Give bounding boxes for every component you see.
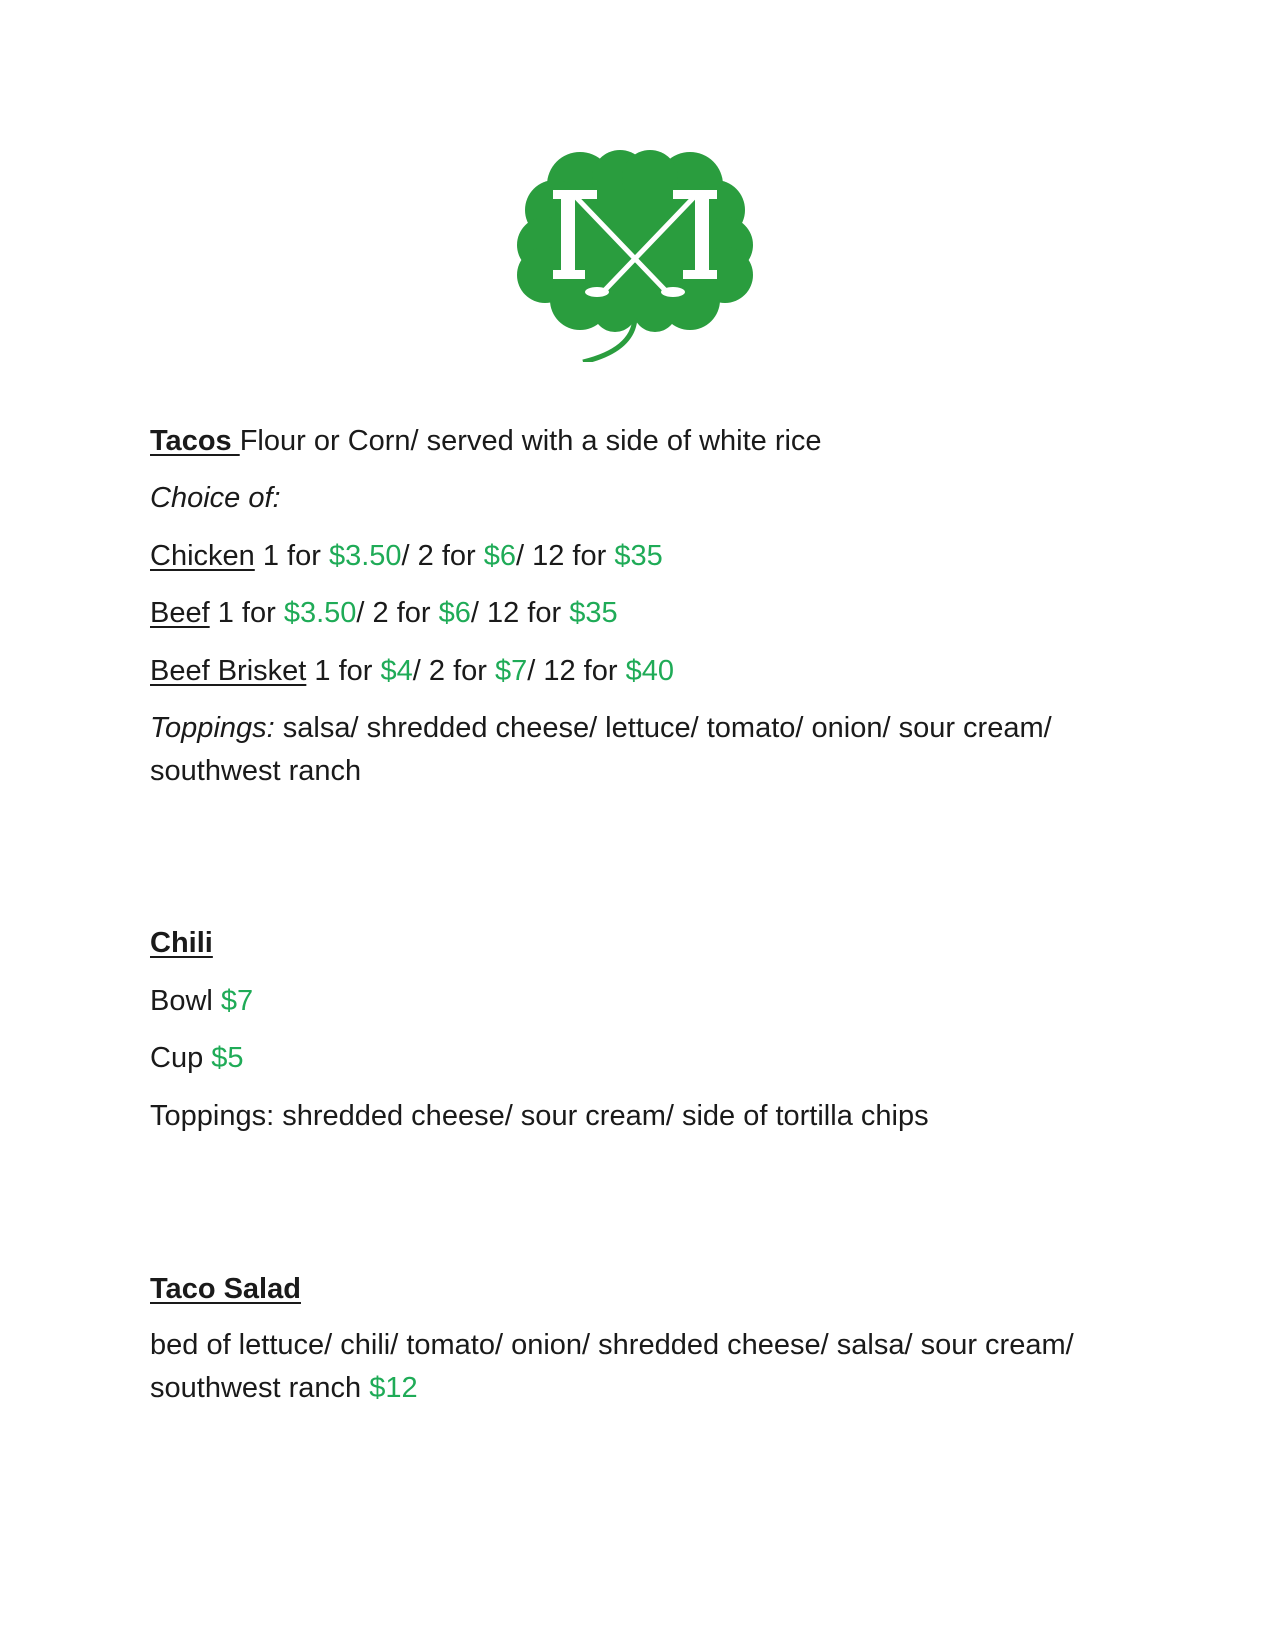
- chili-title: Chili: [150, 927, 213, 959]
- taco-item-text: / 12 for: [515, 540, 615, 572]
- price: $5: [211, 1042, 244, 1074]
- taco-item-beef: [150, 592, 618, 634]
- price: $3.50: [283, 597, 357, 629]
- price: $12: [369, 1372, 418, 1404]
- chili-cup-label: Cup: [150, 1042, 212, 1074]
- taco-item-text: / 12 for: [527, 655, 626, 687]
- toppings-list: salsa/ shredded cheese/ lettuce/ tomato/ onion/ sour cream/ southwest ranch: [150, 712, 1052, 787]
- taco-item-name: Beef Brisket: [150, 655, 307, 687]
- taco-item-chicken: [150, 535, 663, 577]
- price: $4: [380, 655, 413, 687]
- taco-item-text: 1 for: [306, 655, 381, 687]
- chili-cup: [150, 1037, 244, 1079]
- chili-toppings: Toppings: shredded cheese/ sour cream/ side of tortilla chips: [150, 1100, 929, 1132]
- taco-item-beef-brisket: [150, 650, 674, 692]
- price: $40: [625, 655, 674, 687]
- tacos-title: Tacos: [150, 425, 240, 457]
- price: $7: [494, 655, 528, 687]
- shamrock-logo: [515, 150, 755, 362]
- choice-label: Choice of:: [150, 482, 281, 514]
- price: $6: [438, 597, 471, 629]
- taco-item-text: 1 for: [209, 597, 284, 629]
- toppings-label: Toppings:: [150, 712, 275, 744]
- taco-salad-title: Taco Salad: [150, 1273, 301, 1305]
- chili-bowl-label: Bowl: [150, 985, 221, 1017]
- price: $35: [614, 540, 663, 572]
- taco-item-text: 1 for: [254, 540, 329, 572]
- tacos-toppings: [150, 707, 1130, 793]
- price: $6: [483, 540, 516, 572]
- tacos-heading-line: [150, 420, 822, 462]
- chili-bowl: [150, 980, 253, 1022]
- taco-salad-text: bed of lettuce/ chili/ tomato/ onion/ shredded cheese/ salsa/ sour cream/ southwest ranch: [150, 1329, 1074, 1404]
- taco-item-text: / 12 for: [470, 597, 570, 629]
- taco-item-name: Beef: [150, 597, 210, 629]
- shamrock-icon: [515, 150, 755, 362]
- price: $35: [569, 597, 618, 629]
- taco-item-text: / 2 for: [412, 655, 495, 687]
- taco-item-text: / 2 for: [401, 540, 484, 572]
- taco-item-text: / 2 for: [356, 597, 439, 629]
- price: $7: [220, 985, 254, 1017]
- taco-salad-description: [150, 1324, 1130, 1410]
- taco-item-name: Chicken: [150, 540, 255, 572]
- price: $3.50: [328, 540, 402, 572]
- tacos-description: Flour or Corn/ served with a side of white rice: [239, 425, 822, 457]
